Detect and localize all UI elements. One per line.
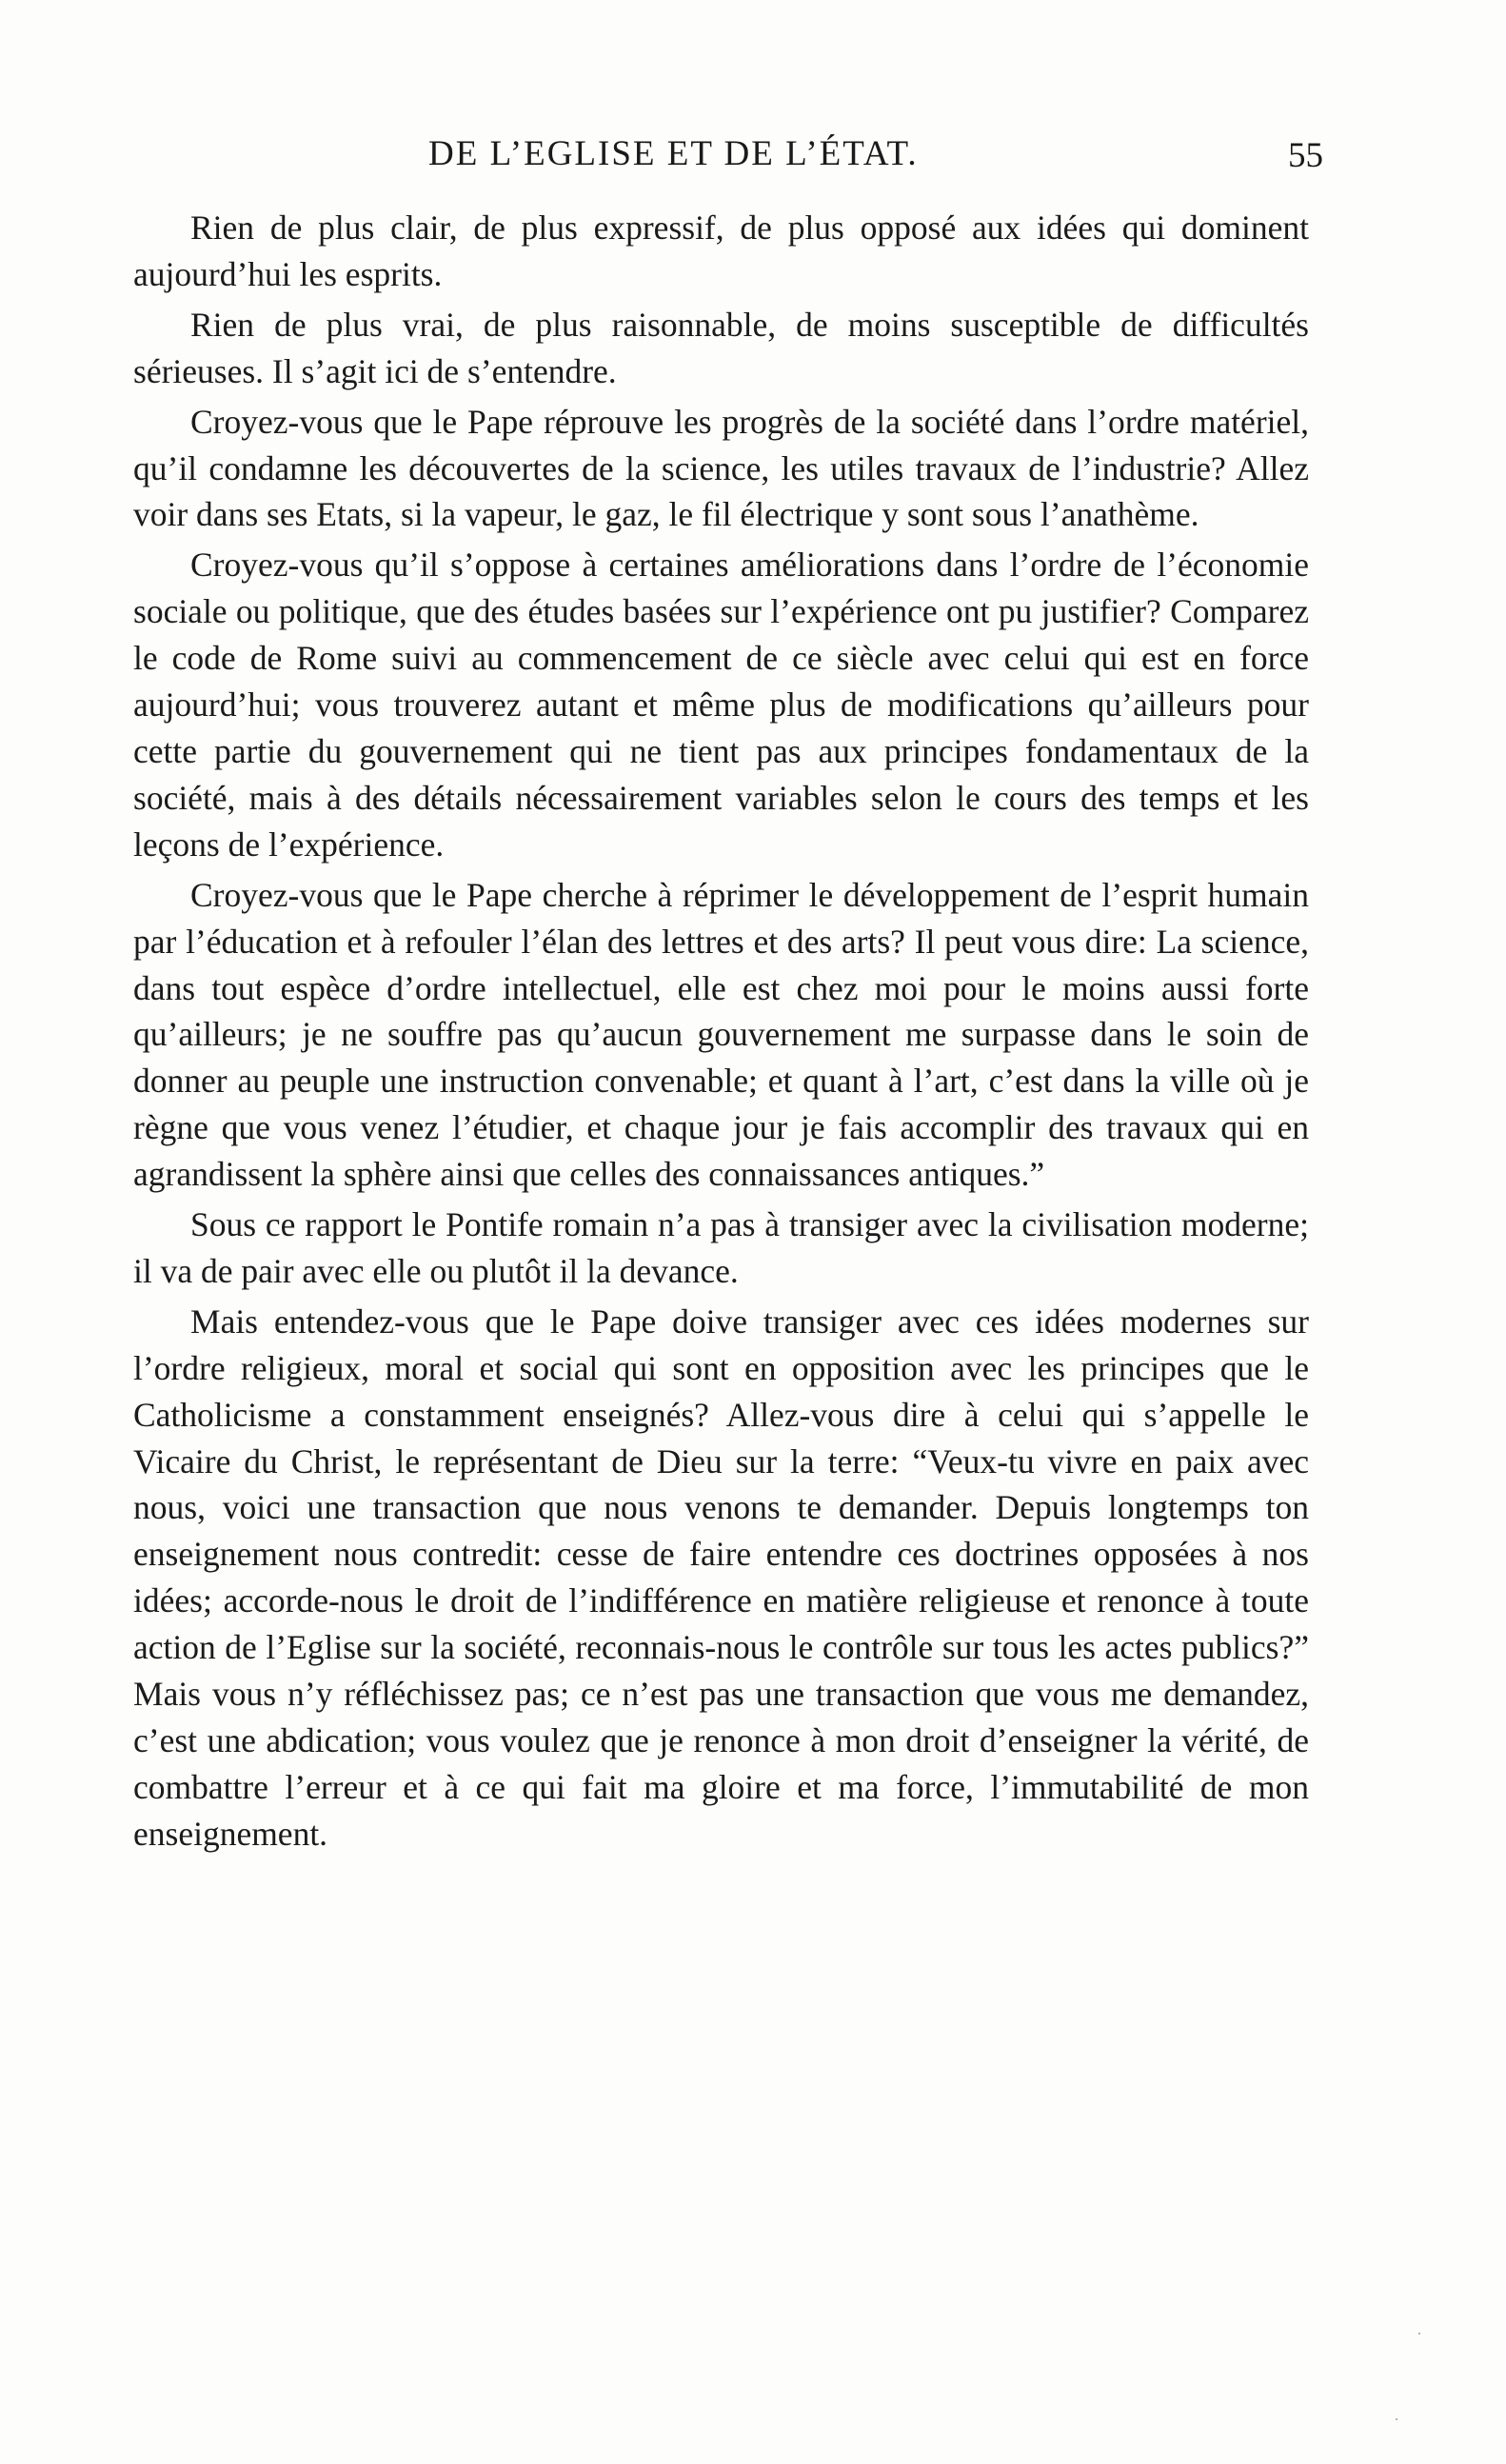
margin-speck <box>1396 2418 1397 2420</box>
paragraph: Sous ce rapport le Pontife romain n’a pas à transiger avec la civilisation moderne; il va de pair avec elle ou plutôt il la devance. <box>133 1205 1309 1290</box>
paragraph: Croyez-vous que le Pape cherche à réprimer le développement de l’esprit humain par l’éducation et à refouler l’élan des lettres et des arts? Il peut vous dire: La science, dans tout espèce d’ordre intellectuel, elle est chez moi pour le moins aussi forte qu’ailleurs; je ne souffre pas qu’aucun gouvernement me surpasse dans le soin de donner au peuple une instruction convenable; et quant à l’art, c’est dans la ville où je règne que vous venez l’étudier, et chaque jour je fais accomplir des travaux qui en agrandissent la sphère ainsi que celles des connaissances antiques.” <box>133 875 1309 1194</box>
running-head <box>143 133 1323 190</box>
paragraph: Croyez-vous qu’il s’oppose à certaines améliorations dans l’ordre de l’économie sociale ou politique, que des études basées sur l’expérience ont pu justifier? Comparez le code de Rome suivi au commencement de ce siècle avec celui qui est en force aujourd’hui; vous trouverez autant et même plus de modifications qu’ailleurs pour cette partie du gouvernement qui ne tient pas aux principes fondamentaux de la société, mais à des détails nécessairement variables selon le cours des temps et les leçons de l’expérience. <box>133 546 1309 864</box>
paragraph: Rien de plus clair, de plus expressif, de plus opposé aux idées qui dominent aujourd’hui les esprits. <box>133 209 1309 293</box>
paragraph: Croyez-vous que le Pape réprouve les progrès de la société dans l’ordre matériel, qu’il condamne les découvertes de la science, les utiles travaux de l’industrie? Allez voir dans ses Etats, si la vapeur, le gaz, le fil électrique y sont sous l’anathème. <box>133 402 1309 534</box>
body-text <box>133 205 1309 1858</box>
margin-speck <box>1418 2333 1420 2335</box>
paragraph: Rien de plus vrai, de plus raisonnable, de moins susceptible de difficultés sérieuses. Il s’agit ici de s’entendre. <box>133 305 1309 390</box>
paragraph: Mais entendez-vous que le Pape doive transiger avec ces idées modernes sur l’ordre religieux, moral et social qui sont en opposition avec les principes que le Catholicisme a constamment enseignés? Allez-vous dire à celui qui s’appelle le Vicaire du Christ, le représentant de Dieu sur la terre: “Veux-tu vivre en paix avec nous, voici une transaction que nous venons te demander. Depuis longtemps ton enseignement nous contredit: cesse de faire entendre ces doctrines opposées à nos idées; accorde-nous le droit de l’indifférence en matière religieuse et renonce à toute action de l’Eglise sur la société, reconnais-nous le contrôle sur tous les actes publics?” Mais vous n’y réfléchissez pas; ce n’est pas une transaction que vous me demandez, c’est une abdication; vous voulez que je renonce à mon droit d’enseigner la vérité, de combattre l’erreur et à ce qui fait ma gloire et ma force, l’immutabilité de mon enseignement. <box>133 1302 1309 1853</box>
page-number: 55 <box>1288 136 1323 175</box>
running-title: DE L’EGLISE ET DE L’ÉTAT. <box>428 134 919 173</box>
